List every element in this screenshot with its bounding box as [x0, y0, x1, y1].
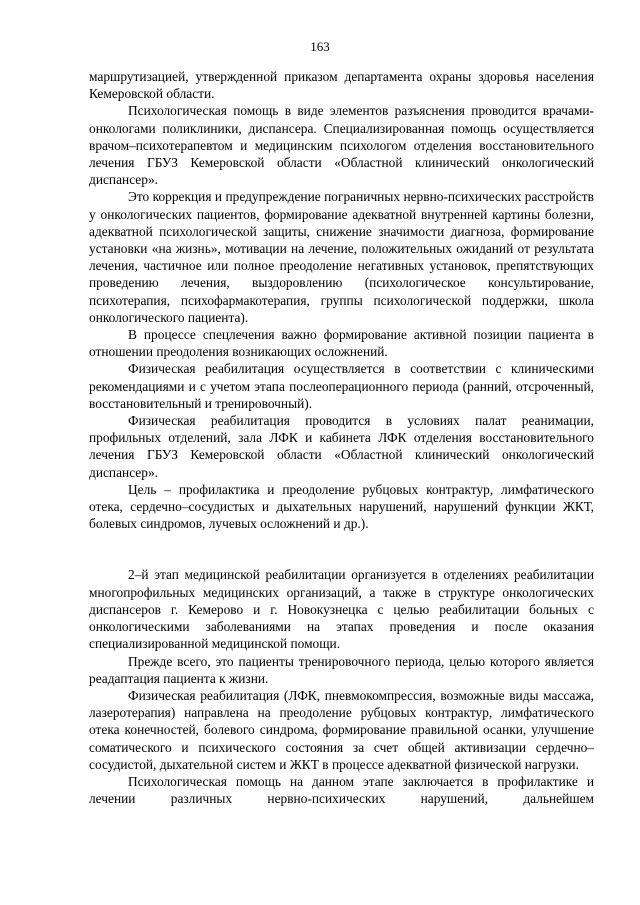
- body-text: [89, 68, 594, 807]
- page-number: 163: [310, 39, 330, 54]
- paragraph: В процессе спецлечения важно формирование активной позиции пациента в отношении преодоления возникающих осложнений.: [89, 327, 594, 360]
- paragraph: Прежде всего, это пациенты тренировочного периода, целью которого является реадаптация пациента к жизни.: [89, 653, 594, 686]
- paragraph: Физическая реабилитация (ЛФК, пневмокомпрессия, возможные виды массажа, лазеротерапия) направлена на преодоление рубцовых контрактур, лимфатического отека конечностей, болевого синдрома, формирование правильной осанки, улучшение соматического и психического состояния за счет общей активизации сердечно–сосудистой, дыхательной систем и ЖКТ в процессе адекватной физической нагрузки.: [89, 687, 594, 772]
- paragraph: Психологическая помощь в виде элементов разъяснения проводится врачами-онкологами поликлиники, диспансера. Специализированная помощь осуществляется врачом–психотерапевтом и медицинским психологом отделения восстановительного лечения ГБУЗ Кемеровской области «Областной клинический онкологический диспансер».: [89, 103, 594, 188]
- paragraph-spacer: [89, 532, 594, 566]
- paragraph: Психологическая помощь на данном этапе заключается в профилактике и лечении различных нервно-психических нарушений, дальнейшем: [89, 773, 594, 807]
- paragraph: Физическая реабилитация осуществляется в соответствии с клиническими рекомендациями и с учетом этапа послеоперационного периода (ранний, отсроченный, восстановительный и тренировочный).: [89, 361, 594, 411]
- paragraph: Цель – профилактика и преодоление рубцовых контрактур, лимфатического отека, сердечно–сосудистых и дыхательных нарушений, нарушений функции ЖКТ, болевых синдромов, лучевых осложнений и др.).: [89, 481, 594, 532]
- paragraph: 2–й этап медицинской реабилитации организуется в отделениях реабилитации многопрофильных медицинских организаций, а также в структуре онкологических диспансеров г. Кемерово и г. Новокузнецка с целью реабилитации больных с онкологическими заболеваниями на этапах проведения и после оказания специализированной медицинской помощи.: [89, 567, 594, 652]
- paragraph: маршрутизацией, утвержденной приказом департамента охраны здоровья населения Кемеровской области.: [89, 69, 594, 102]
- paragraph: Это коррекция и предупреждение пограничных нервно-психических расстройств у онкологических пациентов, формирование адекватной внутренней картины болезни, адекватной психологической защиты, снижение значимости диагноза, формирование установки «на жизнь», мотивации на лечение, положительных ожиданий от результата лечения, частичное или полное преодоление негативных установок, препятствующих проведению лечения, выздоровлению (психологическое консультирование, психотерапия, психофармакотерапия, группы психологической поддержки, школа онкологического пациента).: [89, 189, 594, 325]
- paragraph: Физическая реабилитация проводится в условиях палат реанимации, профильных отделений, зала ЛФК и кабинета ЛФК отделения восстановительного лечения ГБУЗ Кемеровской области «Областной клинический онкологический диспансер».: [89, 413, 594, 480]
